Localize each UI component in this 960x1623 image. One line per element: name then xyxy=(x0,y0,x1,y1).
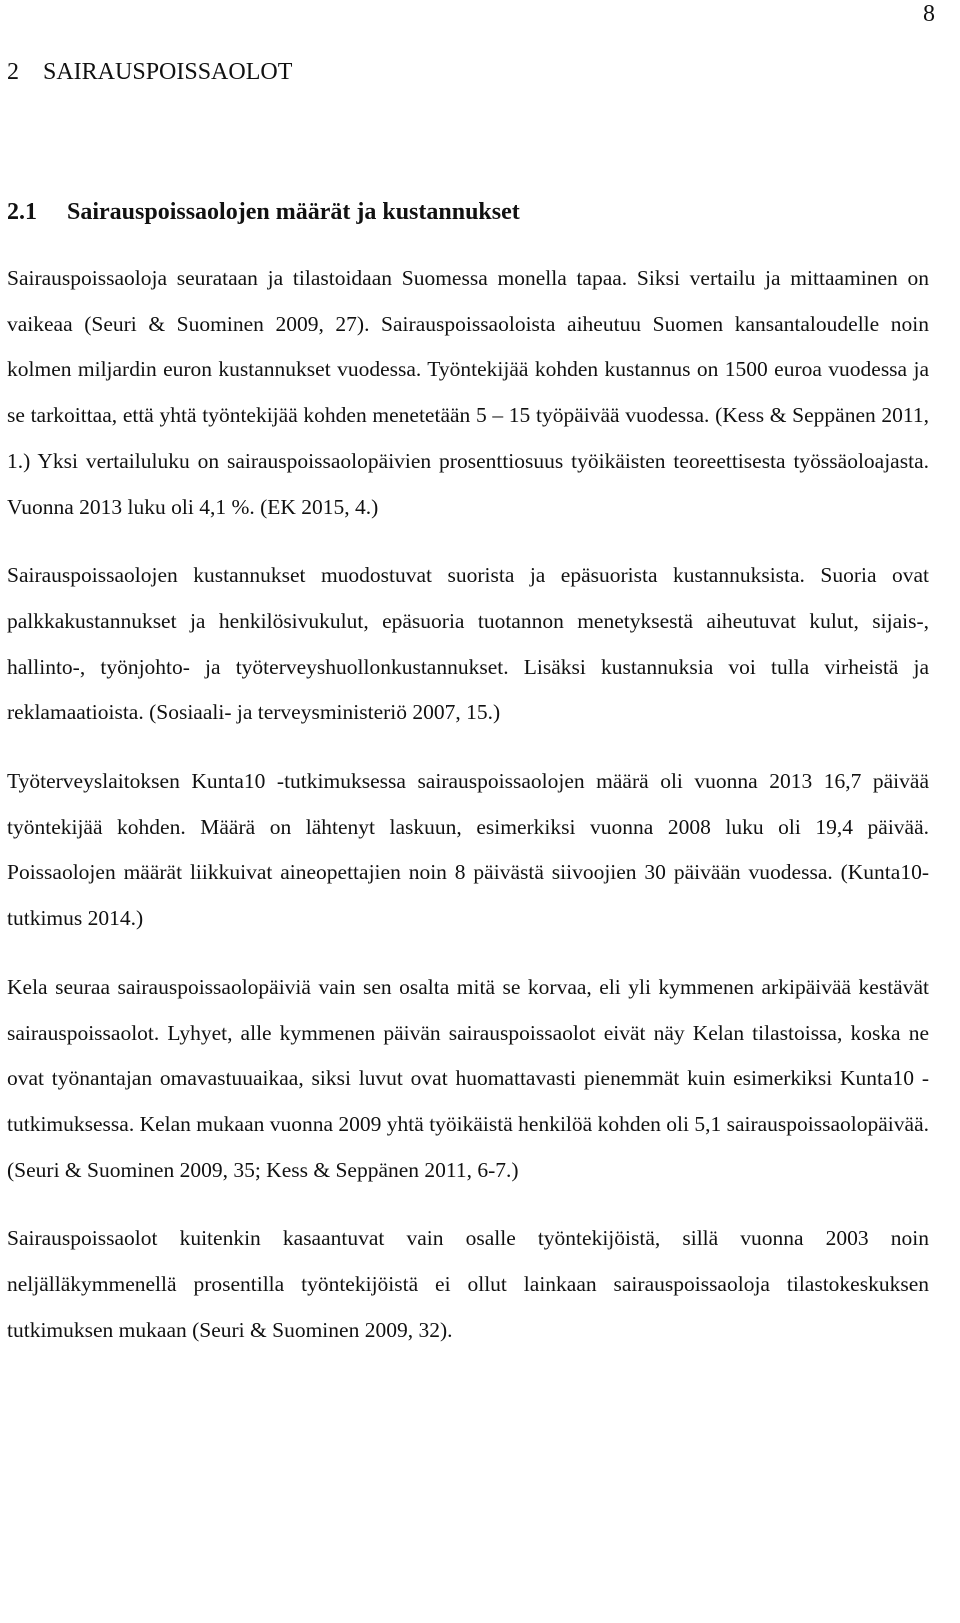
chapter-title: SAIRAUSPOISSAOLOT xyxy=(43,59,293,85)
page-number: 8 xyxy=(923,1,935,27)
section-heading xyxy=(7,190,929,234)
paragraph-1: Sairauspoissaoloja seurataan ja tilastoidaan Suomessa monella tapaa. Siksi vertailu ja mittaaminen on vaikeaa (Seuri & Suominen 2009, 27). Sairauspoissaoloista aiheutuu Suomen kansantaloudelle noin kolmen miljardin euron kustannukset vuodessa. Työntekijää kohden kustannus on 1500 euroa vuodessa ja se tarkoittaa, että yhtä työntekijää kohden menetetään 5 – 15 työpäivää vuodessa. (Kess & Seppänen 2011, 1.) Yksi vertailuluku on sairauspoissaolopäivien prosenttiosuus työikäisten teoreettisesta työssäoloajasta. Vuonna 2013 luku oli 4,1 %. (EK 2015, 4.) xyxy=(7,266,929,519)
chapter-number: 2 xyxy=(7,59,19,85)
paragraph-4: Kela seuraa sairauspoissaolopäiviä vain sen osalta mitä se korvaa, eli yli kymmenen arkipäivää kestävät sairauspoissaolot. Lyhyet, alle kymmenen päivän sairauspoissaolot eivät näy Kelan tilastoissa, koska ne ovat työnantajan omavastuuaikaa, siksi luvut ovat huomattavasti pienemmät kuin esimerkiksi Kunta10 -tutkimuksessa. Kelan mukaan vuonna 2009 yhtä työikäistä henkilöä kohden oli 5,1 sairauspoissaolopäivää. (Seuri & Suominen 2009, 35; Kess & Seppänen 2011, 6-7.) xyxy=(7,974,929,1182)
paragraph-3: Työterveyslaitoksen Kunta10 -tutkimuksessa sairauspoissaolojen määrä oli vuonna 2013 16,7 päivää työntekijää kohden. Määrä on lähtenyt laskuun, esimerkiksi vuonna 2008 luku oli 19,4 päivää. Poissaolojen määrät liikkuivat aineopettajien noin 8 päivästä siivoojien 30 päivään vuodessa. (Kunta10-tutkimus 2014.) xyxy=(7,769,929,931)
section-number: 2.1 xyxy=(7,199,37,225)
section-title: Sairauspoissaolojen määrät ja kustannukset xyxy=(67,199,520,225)
document-body xyxy=(7,50,929,1376)
chapter-heading xyxy=(7,50,929,94)
paragraph-2: Sairauspoissaolojen kustannukset muodostuvat suorista ja epäsuorista kustannuksista. Suoria ovat palkkakustannukset ja henkilösivukulut, epäsuoria tuotannon menetyksestä aiheutuvat kulut, sijais-, hallinto-, työnjohto- ja työterveyshuollonkustannukset. Lisäksi kustannuksia voi tulla virheistä ja reklamaatioista. (Sosiaali- ja terveysministeriö 2007, 15.) xyxy=(7,563,929,725)
paragraph-5: Sairauspoissaolot kuitenkin kasaantuvat vain osalle työntekijöistä, sillä vuonna 2003 noin neljälläkymmenellä prosentilla työntekijöistä ei ollut lainkaan sairauspoissaoloja tilastokeskuksen tutkimuksen mukaan (Seuri & Suominen 2009, 32). xyxy=(7,1226,929,1342)
